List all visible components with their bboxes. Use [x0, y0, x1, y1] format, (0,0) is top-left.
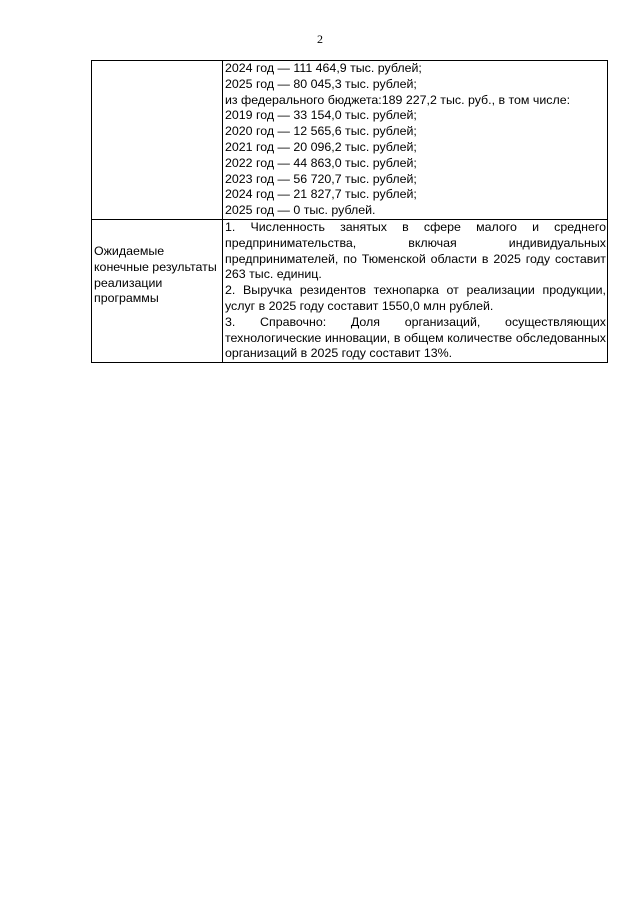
federal-line-2024: 2024 год — 21 827,7 тыс. рублей;	[225, 187, 417, 202]
funding-line-2025: 2025 год — 80 045,3 тыс. рублей;	[225, 76, 417, 91]
federal-line-2023: 2023 год — 56 720,7 тыс. рублей;	[225, 171, 417, 186]
expected-results-label-cell	[92, 219, 223, 362]
federal-budget-intro: из федерального бюджета:189 227,2 тыс. руб., в том числе:	[225, 92, 571, 107]
funding-value-cell	[223, 61, 608, 220]
federal-line-2020: 2020 год — 12 565,6 тыс. рублей;	[225, 124, 417, 139]
federal-line-2021: 2021 год — 20 096,2 тыс. рублей;	[225, 139, 417, 154]
expected-result-item-2: 2. Выручка резидентов технопарка от реализации продукции, услуг в 2025 году составит 1550,0 млн рублей.	[225, 283, 606, 313]
federal-line-2025: 2025 год — 0 тыс. рублей.	[225, 203, 376, 218]
program-passport-table	[91, 60, 608, 363]
federal-line-2019: 2019 год — 33 154,0 тыс. рублей;	[225, 108, 417, 123]
expected-results-label: Ожидаемые конечные результаты реализации программы	[94, 243, 217, 306]
funding-line-2024: 2024 год — 111 464,9 тыс. рублей;	[225, 61, 422, 75]
funding-label-cell	[92, 61, 223, 220]
expected-results-value-cell	[223, 219, 608, 362]
table-row-expected-results	[92, 219, 608, 362]
table-row-funding	[92, 61, 608, 220]
expected-result-item-1: 1. Численность занятых в сфере малого и среднего предпринимательства, включая индивидуальных предпринимателей, по Тюменской области в 2025 году составит 263 тыс. единиц.	[225, 219, 606, 282]
expected-result-item-3: 3. Справочно: Доля организаций, осуществляющих технологические инновации, в общем количестве обследованных организаций в 2025 году составит 13%.	[225, 314, 606, 361]
page-number: 2	[317, 32, 323, 46]
federal-line-2022: 2022 год — 44 863,0 тыс. рублей;	[225, 155, 417, 170]
